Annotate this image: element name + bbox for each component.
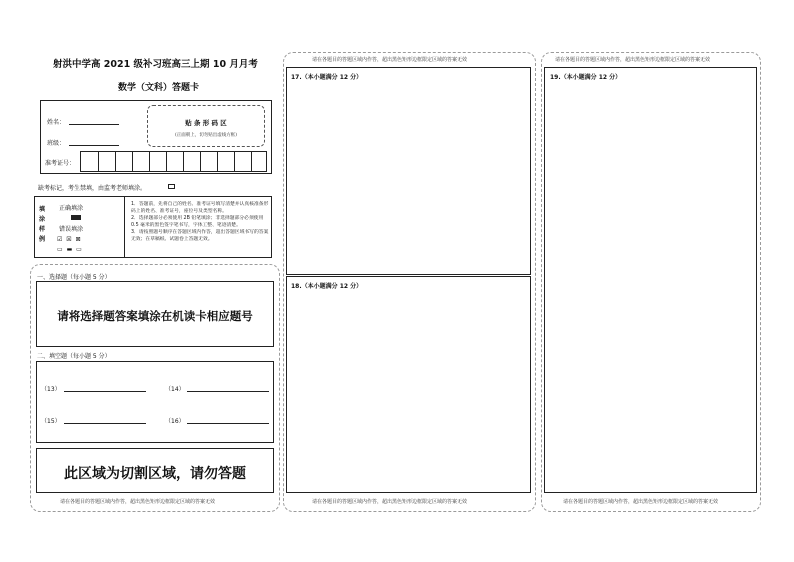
choice-box	[36, 281, 274, 347]
choice-instruction: 请将选择题答案填涂在机读卡相应题号	[57, 309, 253, 323]
wrong-fill-marks-2: ▭ ▬ ▭	[57, 246, 83, 253]
section2-heading: 二、填空题（每小题 5 分）	[37, 353, 111, 360]
blank-15-field[interactable]	[64, 423, 146, 424]
absent-mark-box	[168, 184, 175, 189]
exam-id-label: 准考证号：	[45, 160, 76, 167]
barcode-note: (正面朝上，切勿贴出虚线方框)	[174, 133, 237, 138]
q19-label: 19.（本小题满分 12 分）	[550, 74, 622, 81]
section1-heading: 一、选择题（每小题 5 分）	[37, 274, 111, 281]
name-field[interactable]	[69, 124, 119, 125]
fill-sample	[35, 197, 125, 257]
exam-id-grid[interactable]	[80, 151, 267, 172]
class-label: 班级：	[47, 140, 66, 147]
blank-14-field[interactable]	[187, 391, 269, 392]
blank-14-label: （14）	[165, 386, 185, 393]
name-label: 姓名：	[47, 119, 66, 126]
blank-15-label: （15）	[41, 418, 61, 425]
absent-note: 缺考标记，考生禁填，由监考老师填涂。	[38, 185, 147, 192]
boundary-note: 请在各题目的答题区域内作答，超出黑色矩形边框限定区域的答案无效	[312, 499, 468, 505]
cut-zone-box	[36, 448, 274, 493]
q18-label: 18.（本小题满分 12 分）	[291, 283, 363, 290]
blank-16-field[interactable]	[187, 423, 269, 424]
sample-side-label: 填涂样例	[39, 206, 46, 243]
barcode-area	[147, 105, 265, 147]
cut-zone-text: 此区域为切割区域，请勿答题	[64, 466, 246, 482]
candidate-info-box	[40, 100, 272, 174]
answer-sheet-title: 数学（文科）答题卡	[118, 83, 200, 93]
note-item: 3．请按照题号顺序在答题区域内作答，超出答题区域书写的答案无效；在草稿纸、试题卷上答题无效。	[131, 230, 269, 242]
blank-13-field[interactable]	[64, 391, 146, 392]
boundary-note: 请在各题目的答题区域内作答，超出黑色矩形边框限定区域的答案无效	[555, 57, 711, 63]
instructions-box	[34, 196, 272, 258]
q18-answer-area[interactable]	[286, 276, 531, 493]
barcode-title: 贴 条 形 码 区	[185, 119, 227, 127]
wrong-fill-marks: ☑ ☒ ⊠	[57, 236, 82, 243]
q19-answer-area[interactable]	[544, 67, 757, 493]
fill-blank-box	[36, 361, 274, 443]
correct-fill-mark	[71, 215, 81, 220]
boundary-note: 请在各题目的答题区域内作答，超出黑色矩形边框限定区域的答案无效	[60, 499, 216, 505]
exam-title: 射洪中学高 2021 级补习班高三上期 10 月月考	[53, 59, 258, 70]
wrong-fill-label: 错误填涂	[59, 226, 84, 233]
blank-13-label: （13）	[41, 386, 61, 393]
correct-fill-label: 正确填涂	[59, 205, 84, 212]
blank-16-label: （16）	[165, 418, 185, 425]
class-field[interactable]	[69, 145, 119, 146]
q17-label: 17.（本小题满分 12 分）	[291, 74, 363, 81]
q17-answer-area[interactable]	[286, 67, 531, 275]
notes-list	[131, 201, 269, 243]
boundary-note: 请在各题目的答题区域内作答，超出黑色矩形边框限定区域的答案无效	[563, 499, 719, 505]
note-item: 2．选择题部分必须使用 2B 铅笔填涂；非选择题部分必须使用 0.5 毫米的黑色签字笔书写，字体工整、笔迹清楚。	[131, 216, 264, 228]
boundary-note: 请在各题目的答题区域内作答，超出黑色矩形边框限定区域的答案无效	[312, 57, 468, 63]
note-item: 1．答题前，先将自己的姓名、准考证号填写清楚并认真核准条形码上的姓名、准考证号，座位号及类型名称。	[131, 202, 269, 214]
